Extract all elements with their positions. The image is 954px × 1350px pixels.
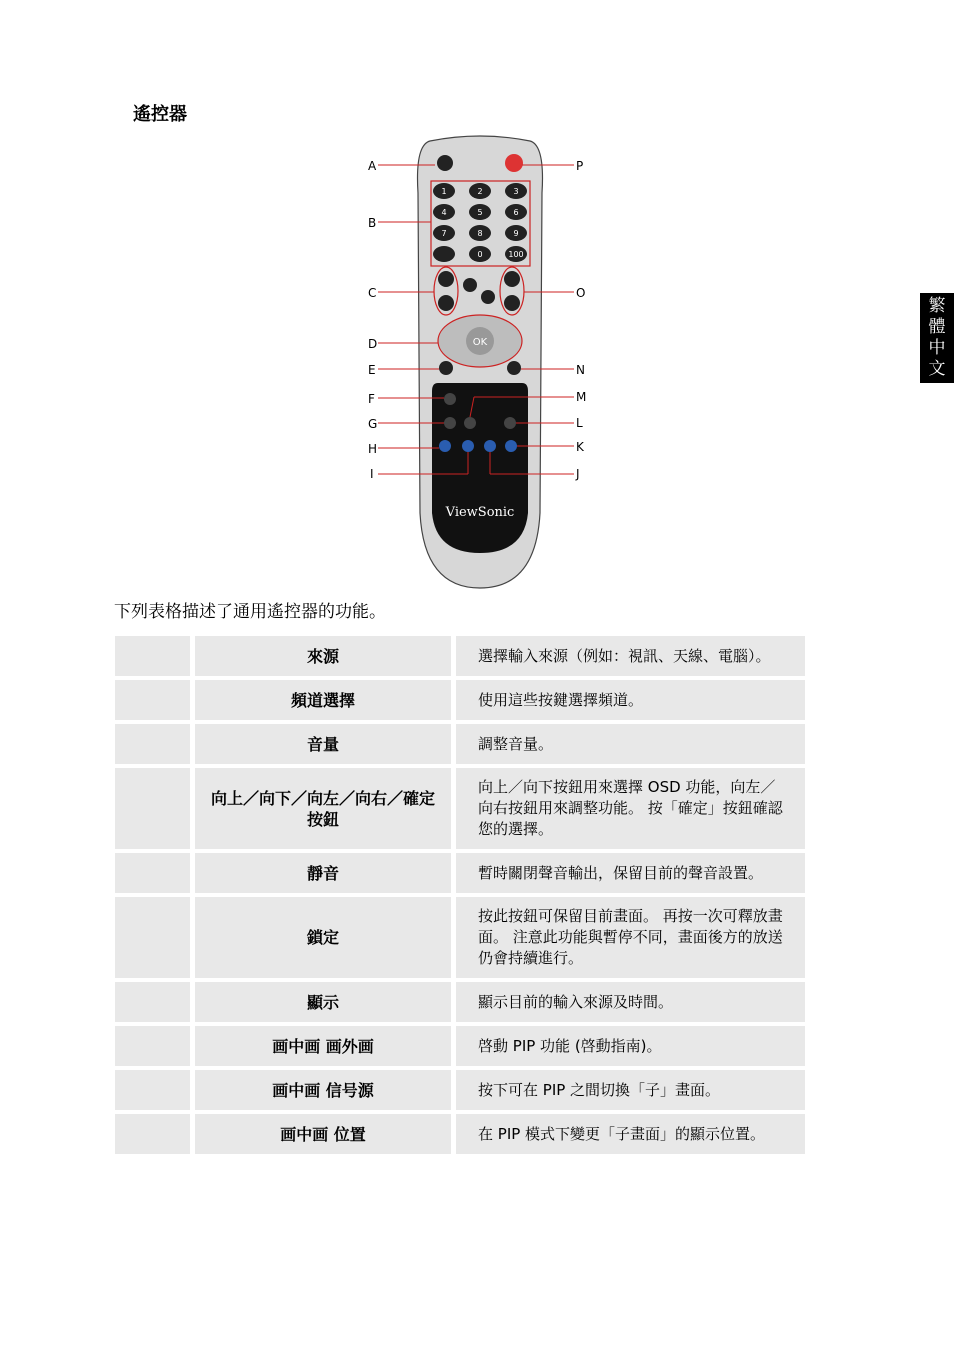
callout-label: O	[576, 286, 586, 300]
table-row	[115, 1114, 805, 1154]
function-desc: 顯示目前的輸入來源及時間。	[456, 982, 805, 1022]
function-name: 音量	[195, 724, 451, 764]
callout-label: A	[368, 159, 377, 173]
function-desc: 向上／向下按鈕用來選擇 OSD 功能，向左／向右按鈕用來調整功能。 按「確定」按鈕確認您的選擇。	[456, 768, 805, 849]
brand-logo: ViewSonic	[445, 505, 515, 520]
callout-label: P	[576, 159, 584, 173]
function-name: 靜音	[195, 853, 451, 893]
table-row	[115, 897, 805, 978]
function-table	[115, 636, 805, 1158]
function-name: 來源	[195, 636, 451, 676]
callout-label: K	[576, 440, 584, 454]
mode-key	[433, 246, 455, 262]
language-tab	[920, 293, 954, 383]
callout-label: J	[576, 467, 580, 481]
function-name: 画中画 信号源	[195, 1070, 451, 1110]
function-desc: 啓動 PIP 功能 (啓動指南)。	[456, 1026, 805, 1066]
callout-label: C	[368, 286, 377, 300]
table-cell-blank	[115, 768, 190, 849]
table-cell-blank	[115, 853, 190, 893]
function-desc: 暫時關閉聲音輸出，保留目前的聲音設置。	[456, 853, 805, 893]
function-name: 向上／向下／向左／向右／確定按鈕	[195, 768, 451, 849]
number-key-label: 3	[513, 187, 519, 196]
function-desc: 使用這些按鍵選擇頻道。	[456, 680, 805, 720]
number-key-label: 8	[477, 229, 483, 238]
table-cell-blank	[115, 897, 190, 978]
table-row	[115, 680, 805, 720]
number-key-label: 2	[477, 187, 483, 196]
number-key-label: 0	[477, 250, 483, 259]
function-desc: 調整音量。	[456, 724, 805, 764]
table-row	[115, 1070, 805, 1110]
table-row	[115, 982, 805, 1022]
language-tab-char: 文	[928, 359, 946, 379]
table-row	[115, 853, 805, 893]
function-desc: 在 PIP 模式下變更「子畫面」的顯示位置。	[456, 1114, 805, 1154]
table-cell-blank	[115, 724, 190, 764]
number-key-label: 5	[477, 208, 483, 217]
callout-label: N	[576, 363, 585, 377]
function-desc: 選擇輸入來源（例如：視訊、天線、電腦）。	[456, 636, 805, 676]
number-key-label: 7	[441, 229, 447, 238]
table-row	[115, 636, 805, 676]
table-cell-blank	[115, 1114, 190, 1154]
table-cell-blank	[115, 982, 190, 1022]
function-desc: 按下可在 PIP 之間切換「子」畫面。	[456, 1070, 805, 1110]
function-desc: 按此按鈕可保留目前畫面。 再按一次可釋放畫面。 注意此功能與暫停不同，畫面後方的放送仍會持續進行。	[456, 897, 805, 978]
table-row	[115, 724, 805, 764]
function-name: 画中画 位置	[195, 1114, 451, 1154]
table-cell-blank	[115, 1026, 190, 1066]
function-name: 鎖定	[195, 897, 451, 978]
language-tab-char: 繁	[928, 296, 946, 316]
function-name: 頻道選擇	[195, 680, 451, 720]
callout-label: B	[368, 216, 377, 230]
callout-label: I	[370, 467, 374, 481]
table-row	[115, 768, 805, 849]
page-title: 遙控器	[133, 104, 187, 125]
ok-label: OK	[472, 337, 488, 348]
number-key-label: 6	[513, 208, 519, 217]
remote-control-illustration	[360, 133, 600, 593]
table-cell-blank	[115, 1070, 190, 1110]
table-cell-blank	[115, 680, 190, 720]
language-tab-char: 體	[928, 317, 946, 337]
number-key-label: 9	[513, 229, 519, 238]
callout-label: M	[576, 390, 587, 404]
callout-label: D	[368, 337, 378, 351]
number-key-label: 100	[508, 250, 524, 259]
callout-label: F	[368, 392, 375, 406]
function-name: 画中画 画外画	[195, 1026, 451, 1066]
table-cell-blank	[115, 636, 190, 676]
intro-text: 下列表格描述了通用遙控器的功能。	[114, 602, 386, 622]
table-row	[115, 1026, 805, 1066]
language-tab-char: 中	[928, 338, 946, 358]
function-name: 顯示	[195, 982, 451, 1022]
callout-label: G	[368, 417, 378, 431]
callout-label: L	[576, 416, 583, 430]
number-key-label: 4	[441, 208, 447, 217]
callout-label: E	[368, 363, 376, 377]
number-key-label: 1	[441, 187, 447, 196]
callout-label: H	[368, 442, 378, 456]
